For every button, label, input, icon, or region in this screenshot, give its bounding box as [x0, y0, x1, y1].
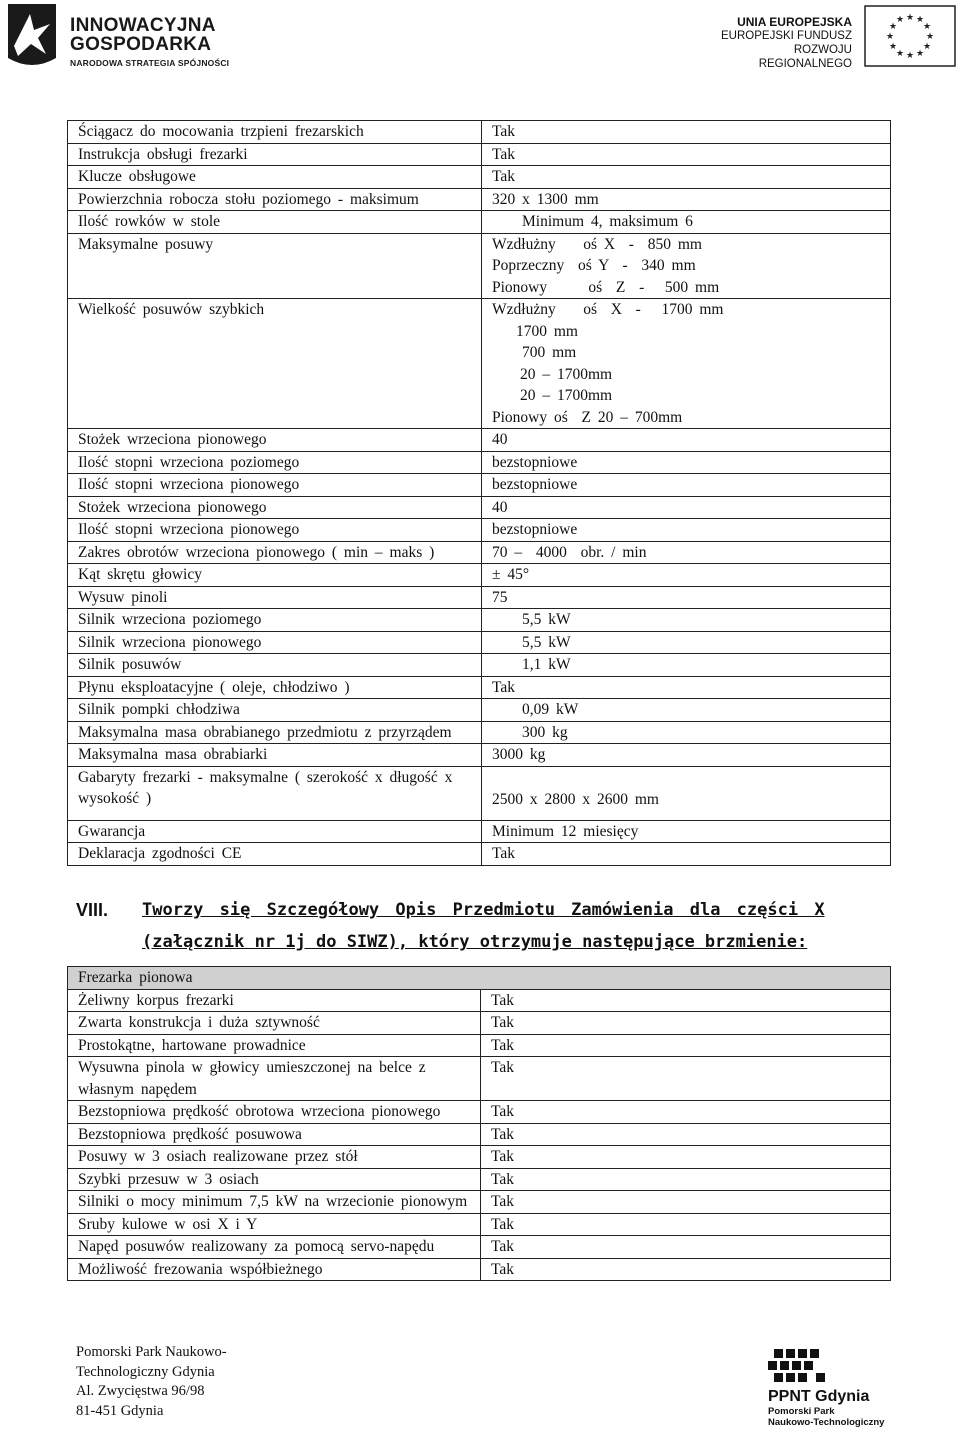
row-label: Zwarta konstrukcja i duża sztywność — [68, 1012, 481, 1035]
row-value: Tak — [481, 1146, 891, 1169]
row-label: Ilość stopni wrzeciona poziomego — [68, 451, 482, 474]
table-row — [68, 721, 891, 744]
address-line: Technologiczny Gdynia — [76, 1363, 215, 1380]
row-value: Tak — [481, 1213, 891, 1236]
row-value: 5,5 kW — [482, 609, 891, 632]
table-title: Frezarka pionowa — [68, 967, 891, 990]
row-label: Wysuwna pinola w głowicy umieszczonej na belce z własnym napędem — [68, 1057, 481, 1101]
table-row — [68, 820, 891, 843]
table-row — [68, 1168, 891, 1191]
value-line: 20 – 1700mm — [520, 387, 613, 404]
row-label: Wielkość posuwów szybkich — [68, 299, 482, 364]
address-line: Pomorski Park Naukowo- — [76, 1344, 227, 1360]
table-row — [68, 496, 891, 519]
row-value: ± 45° — [482, 564, 891, 587]
row-label: Żeliwny korpus frezarki — [68, 989, 481, 1012]
table-row — [68, 744, 891, 767]
row-value: Tak — [481, 1236, 891, 1259]
row-label: Maksymalna masa obrabianego przedmiotu z przyrządem — [68, 721, 482, 744]
row-label: Ilość rowków w stole — [68, 211, 482, 234]
table-row — [68, 188, 891, 211]
row-value: Tak — [481, 1168, 891, 1191]
svg-text:★: ★ — [895, 15, 905, 25]
table-title-row — [68, 967, 891, 990]
svg-text:★: ★ — [915, 49, 925, 59]
row-value: 70 – 4000 obr. / min — [482, 541, 891, 564]
row-value: Tak — [482, 676, 891, 699]
row-value: 3000 kg — [482, 744, 891, 767]
innowacyjna-gospodarka-logo — [4, 2, 244, 70]
table-row — [68, 121, 891, 144]
row-value: Tak — [482, 166, 891, 189]
svg-text:★: ★ — [895, 49, 905, 59]
value-line: Poprzeczny oś Y - 340 mm — [492, 257, 696, 274]
table-row — [68, 519, 891, 542]
row-value: 320 x 1300 mm — [482, 188, 891, 211]
spec-table-milling-machine — [67, 120, 891, 866]
row-label: Gwarancja — [68, 820, 482, 843]
row-value-multi — [482, 233, 891, 299]
eu-logo — [700, 3, 960, 69]
table-row — [68, 1034, 891, 1057]
row-label: Sruby kulowe w osi X i Y — [68, 1213, 481, 1236]
table-row — [68, 166, 891, 189]
row-value: 2500 x 2800 x 2600 mm — [482, 766, 891, 820]
table-row — [68, 766, 891, 820]
table-row — [68, 541, 891, 564]
row-label-empty — [68, 364, 482, 429]
row-label: Klucze obsługowe — [68, 166, 482, 189]
row-label: Płynu eksploatacyjne ( oleje, chłodziwo ) — [68, 676, 482, 699]
eu-text-block — [700, 15, 852, 71]
row-value: 40 — [482, 496, 891, 519]
table-row — [68, 609, 891, 632]
row-label: Ilość stopni wrzeciona pionowego — [68, 519, 482, 542]
table-row — [68, 1213, 891, 1236]
row-label: Zakres obrotów wrzeciona pionowego ( min – maks ) — [68, 541, 482, 564]
table-row — [68, 299, 891, 364]
address-line: 81-451 Gdynia — [76, 1402, 164, 1419]
table-row — [68, 699, 891, 722]
row-value: Tak — [481, 989, 891, 1012]
footer-address — [76, 1343, 227, 1421]
logo-sub-line1: Pomorski Park — [768, 1406, 835, 1417]
address-line: Al. Zwycięstwa 96/98 — [76, 1383, 205, 1399]
table-row — [68, 143, 891, 166]
row-label: Powierzchnia robocza stołu poziomego - maksimum — [68, 188, 482, 211]
ppnt-gdynia-logo — [768, 1345, 902, 1427]
row-value: Minimum 4, maksimum 6 — [482, 211, 891, 234]
svg-text:★: ★ — [922, 22, 932, 32]
row-label: Prostokątne, hartowane prowadnice — [68, 1034, 481, 1057]
table-row — [68, 364, 891, 429]
table-row — [68, 1146, 891, 1169]
row-value: 0,09 kW — [482, 699, 891, 722]
row-label: Deklaracja zgodności CE — [68, 843, 482, 866]
table-row — [68, 676, 891, 699]
ig-title-line2: GOSPODARKA — [70, 34, 212, 55]
row-label: Wysuw pinoli — [68, 586, 482, 609]
table-row — [68, 451, 891, 474]
svg-text:★: ★ — [925, 32, 935, 42]
row-label: Silnik wrzeciona poziomego — [68, 609, 482, 632]
table-row — [68, 1236, 891, 1259]
row-label: Ściągacz do mocowania trzpieni frezarskich — [68, 121, 482, 144]
eu-title: UNIA EUROPEJSKA — [737, 15, 852, 29]
row-label: Silnik pompki chłodziwa — [68, 699, 482, 722]
table-row — [68, 586, 891, 609]
section-title-line2: (załącznik nr 1j do SIWZ), który otrzymuje następujące brzmienie: — [142, 932, 808, 952]
row-value: Tak — [481, 1012, 891, 1035]
row-label: Napęd posuwów realizowany za pomocą servo-napędu — [68, 1236, 481, 1259]
ppnt-logo-icon — [768, 1345, 902, 1427]
row-label: Stożek wrzeciona pionowego — [68, 429, 482, 452]
table-row — [68, 211, 891, 234]
value-line: 700 mm — [522, 344, 577, 361]
row-value: 40 — [482, 429, 891, 452]
row-label: Gabaryty frezarki - maksymalne ( szerokość x długość x wysokość ) — [68, 766, 482, 820]
row-label: Bezstopniowa prędkość obrotowa wrzeciona pionowego — [68, 1101, 481, 1124]
eu-fund-line2: ROZWOJU REGIONALNEGO — [758, 44, 852, 70]
row-value: 300 kg — [482, 721, 891, 744]
table-row — [68, 989, 891, 1012]
row-value: Tak — [481, 1258, 891, 1281]
svg-text:★: ★ — [922, 42, 932, 52]
row-value: Tak — [481, 1101, 891, 1124]
row-value: bezstopniowe — [482, 519, 891, 542]
row-label: Maksymalne posuwy — [68, 233, 482, 299]
table-row — [68, 843, 891, 866]
table-row — [68, 1258, 891, 1281]
section-number: VIII. — [76, 900, 109, 920]
table-row — [68, 1057, 891, 1101]
row-value-multi — [482, 299, 891, 364]
svg-text:★: ★ — [888, 22, 898, 32]
table-row — [68, 631, 891, 654]
table-row — [68, 564, 891, 587]
ig-text-block — [70, 16, 229, 68]
logo-main-text: PPNT Gdynia — [768, 1388, 870, 1405]
svg-text:★: ★ — [888, 42, 898, 52]
row-label: Możliwość frezowania współbieżnego — [68, 1258, 481, 1281]
value-line: Wzdłużny oś X - 850 mm — [492, 235, 702, 253]
row-value: 5,5 kW — [482, 631, 891, 654]
table-row — [68, 1191, 891, 1214]
row-label: Silniki o mocy minimum 7,5 kW na wrzecionie pionowym — [68, 1191, 481, 1214]
ig-title-line1: INNOWACYJNA — [70, 15, 216, 36]
section-title-line1: Tworzy się Szczegółowy Opis Przedmiotu Zamówienia dla części X — [142, 900, 825, 920]
spec-table-vertical-milling — [67, 966, 891, 1281]
svg-text:★: ★ — [905, 13, 915, 23]
row-value: Tak — [481, 1123, 891, 1146]
value-line: Wzdłużny oś X - 1700 mm — [492, 301, 724, 318]
svg-text:★: ★ — [915, 15, 925, 25]
table-row — [68, 429, 891, 452]
value-line: Pionowy oś Z - 500 mm — [492, 278, 720, 296]
table-row — [68, 1123, 891, 1146]
table-row — [68, 654, 891, 677]
row-value: Tak — [481, 1034, 891, 1057]
table-row — [68, 1012, 891, 1035]
row-label: Szybki przesuw w 3 osiach — [68, 1168, 481, 1191]
row-value: Tak — [482, 121, 891, 144]
row-label: Stożek wrzeciona pionowego — [68, 496, 482, 519]
ig-subtitle: NARODOWA STRATEGIA SPÓJNOŚCI — [70, 58, 230, 68]
row-value: Tak — [482, 143, 891, 166]
row-label: Kąt skrętu głowicy — [68, 564, 482, 587]
table-row — [68, 1101, 891, 1124]
table-row — [68, 233, 891, 299]
ig-star-mark-icon — [4, 2, 60, 72]
value-line: 1700 mm — [516, 322, 578, 340]
row-value: bezstopniowe — [482, 451, 891, 474]
svg-text:★: ★ — [905, 51, 915, 61]
row-value: Tak — [481, 1057, 891, 1101]
row-value: bezstopniowe — [482, 474, 891, 497]
row-value: Tak — [482, 843, 891, 866]
row-value-multi — [482, 364, 891, 429]
row-value: Tak — [481, 1191, 891, 1214]
svg-text:★: ★ — [885, 32, 895, 42]
table-row — [68, 474, 891, 497]
row-label: Instrukcja obsługi frezarki — [68, 143, 482, 166]
row-value: 75 — [482, 586, 891, 609]
eu-flag-icon — [864, 5, 956, 67]
row-label: Posuwy w 3 osiach realizowane przez stół — [68, 1146, 481, 1169]
row-label: Maksymalna masa obrabiarki — [68, 744, 482, 767]
value-line: 20 – 1700mm — [520, 365, 613, 383]
row-label: Silnik wrzeciona pionowego — [68, 631, 482, 654]
row-label: Ilość stopni wrzeciona pionowego — [68, 474, 482, 497]
row-value: 1,1 kW — [482, 654, 891, 677]
eu-fund-line1: EUROPEJSKI FUNDUSZ — [721, 30, 852, 42]
row-value: Minimum 12 miesięcy — [482, 820, 891, 843]
row-label: Silnik posuwów — [68, 654, 482, 677]
row-label: Bezstopniowa prędkość posuwowa — [68, 1123, 481, 1146]
logo-sub-line2: Naukowo-Technologiczny — [768, 1417, 885, 1427]
value-line: Pionowy oś Z 20 – 700mm — [492, 408, 683, 426]
